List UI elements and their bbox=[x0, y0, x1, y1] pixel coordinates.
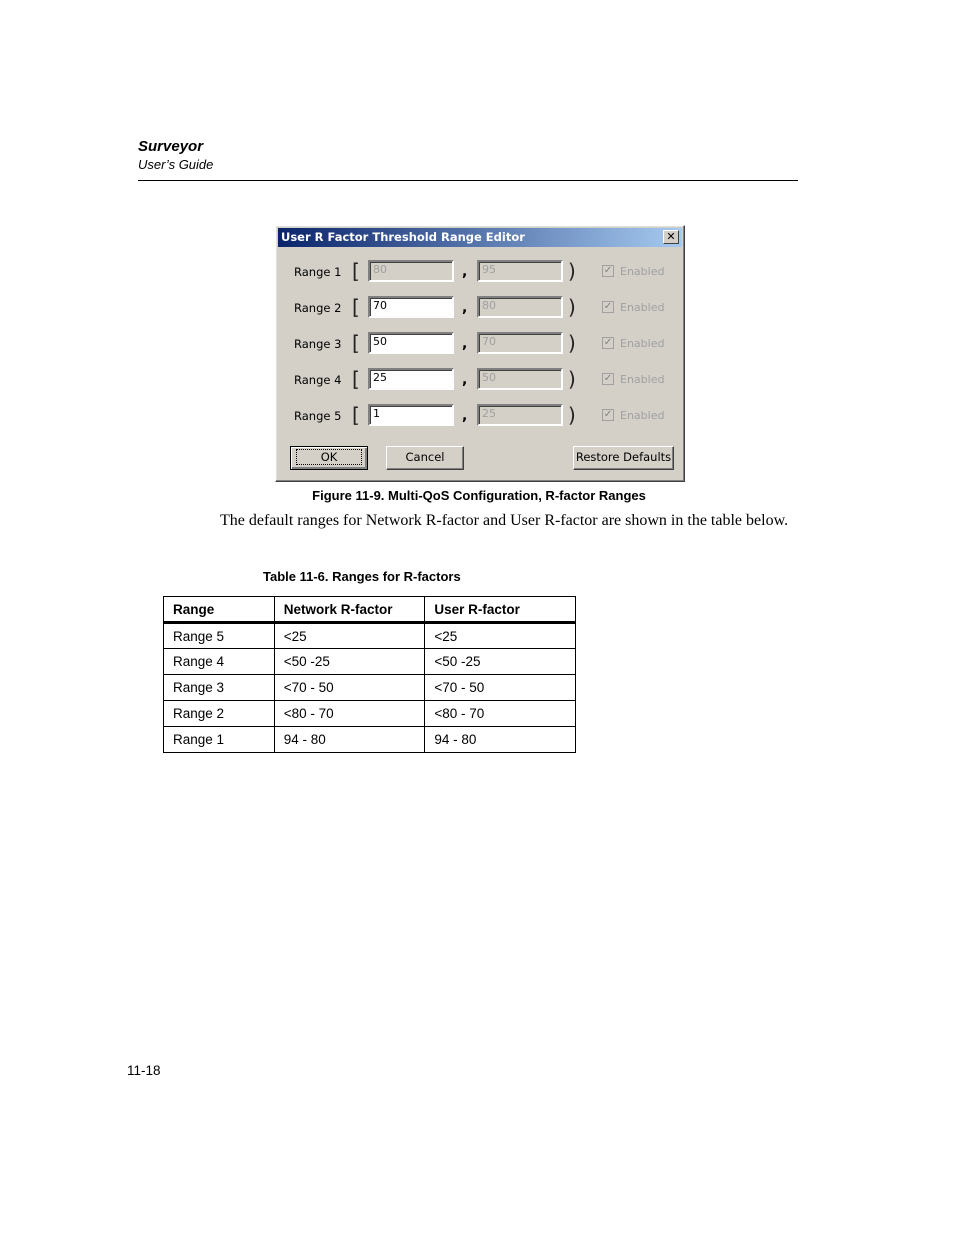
close-icon[interactable]: ✕ bbox=[663, 230, 679, 244]
enabled-checkbox: ✓ bbox=[603, 409, 613, 420]
range-separator: , bbox=[462, 372, 468, 388]
range-low-input[interactable]: 50 bbox=[368, 332, 454, 354]
enabled-checkbox: ✓ bbox=[603, 301, 613, 312]
ok-button-label: OK bbox=[296, 449, 363, 465]
table-cell: <50 -25 bbox=[274, 649, 425, 675]
open-bracket: [ bbox=[352, 403, 360, 427]
table-header-cell: Network R-factor bbox=[274, 597, 425, 623]
table-cell: <70 - 50 bbox=[274, 675, 425, 701]
table-cell: <50 -25 bbox=[425, 649, 576, 675]
enabled-checkbox-label: Enabled bbox=[620, 265, 665, 278]
range-high-input: 50 bbox=[477, 368, 563, 390]
table-header-cell: User R-factor bbox=[425, 597, 576, 623]
ranges-table bbox=[163, 596, 576, 753]
open-bracket: [ bbox=[352, 259, 360, 283]
table-cell: Range 5 bbox=[164, 623, 275, 649]
table-cell: Range 4 bbox=[164, 649, 275, 675]
close-bracket: ) bbox=[568, 403, 576, 427]
enabled-checkbox: ✓ bbox=[603, 265, 613, 276]
restore-defaults-button[interactable]: Restore Defaults bbox=[573, 446, 674, 470]
figure-caption: Figure 11-9. Multi-QoS Configuration, R-factor Ranges bbox=[312, 488, 646, 503]
enabled-checkbox: ✓ bbox=[603, 373, 613, 384]
header-rule bbox=[138, 180, 798, 181]
enabled-checkbox-label: Enabled bbox=[620, 373, 665, 386]
close-bracket: ) bbox=[568, 367, 576, 391]
range-row bbox=[276, 368, 684, 392]
range-high-input: 25 bbox=[477, 404, 563, 426]
range-row bbox=[276, 332, 684, 356]
running-header-title: Surveyor bbox=[138, 138, 204, 155]
table-cell: <25 bbox=[274, 623, 425, 649]
range-row bbox=[276, 260, 684, 284]
table-cell: <80 - 70 bbox=[274, 701, 425, 727]
table-cell: 94 - 80 bbox=[274, 727, 425, 753]
range-label: Range 5 bbox=[294, 409, 342, 423]
range-high-input: 95 bbox=[477, 260, 563, 282]
range-label: Range 2 bbox=[294, 301, 342, 315]
open-bracket: [ bbox=[352, 367, 360, 391]
table-cell: <80 - 70 bbox=[425, 701, 576, 727]
table-row bbox=[164, 649, 576, 675]
range-low-input: 80 bbox=[368, 260, 454, 282]
close-bracket: ) bbox=[568, 295, 576, 319]
page-number: 11-18 bbox=[127, 1063, 161, 1078]
table-cell: Range 2 bbox=[164, 701, 275, 727]
cancel-button[interactable]: Cancel bbox=[386, 446, 464, 470]
enabled-checkbox: ✓ bbox=[603, 337, 613, 348]
range-editor-dialog bbox=[275, 225, 685, 482]
table-row bbox=[164, 623, 576, 649]
range-separator: , bbox=[462, 264, 468, 280]
table-cell: 94 - 80 bbox=[425, 727, 576, 753]
range-high-input: 70 bbox=[477, 332, 563, 354]
range-row bbox=[276, 296, 684, 320]
dialog-titlebar bbox=[278, 228, 682, 247]
table-cell: <70 - 50 bbox=[425, 675, 576, 701]
range-label: Range 1 bbox=[294, 265, 342, 279]
table-row bbox=[164, 675, 576, 701]
enabled-checkbox-label: Enabled bbox=[620, 301, 665, 314]
range-low-input[interactable]: 70 bbox=[368, 296, 454, 318]
dialog-title: User R Factor Threshold Range Editor bbox=[281, 230, 525, 244]
range-row bbox=[276, 404, 684, 428]
open-bracket: [ bbox=[352, 295, 360, 319]
table-cell: Range 3 bbox=[164, 675, 275, 701]
table-row bbox=[164, 701, 576, 727]
table-caption: Table 11-6. Ranges for R-factors bbox=[263, 569, 461, 584]
range-separator: , bbox=[462, 336, 468, 352]
close-bracket: ) bbox=[568, 259, 576, 283]
range-separator: , bbox=[462, 408, 468, 424]
range-label: Range 3 bbox=[294, 337, 342, 351]
range-low-input[interactable]: 1 bbox=[368, 404, 454, 426]
enabled-checkbox-label: Enabled bbox=[620, 409, 665, 422]
table-header-row bbox=[164, 597, 576, 623]
open-bracket: [ bbox=[352, 331, 360, 355]
table-cell: Range 1 bbox=[164, 727, 275, 753]
body-paragraph: The default ranges for Network R-factor and User R-factor are shown in the table below. bbox=[220, 512, 789, 529]
range-high-input: 80 bbox=[477, 296, 563, 318]
table-header-cell: Range bbox=[164, 597, 275, 623]
running-header-subtitle: User’s Guide bbox=[138, 157, 214, 172]
range-label: Range 4 bbox=[294, 373, 342, 387]
table-row bbox=[164, 727, 576, 753]
table-cell: <25 bbox=[425, 623, 576, 649]
range-low-input[interactable]: 25 bbox=[368, 368, 454, 390]
ok-button[interactable] bbox=[290, 446, 368, 470]
range-separator: , bbox=[462, 300, 468, 316]
enabled-checkbox-label: Enabled bbox=[620, 337, 665, 350]
close-bracket: ) bbox=[568, 331, 576, 355]
